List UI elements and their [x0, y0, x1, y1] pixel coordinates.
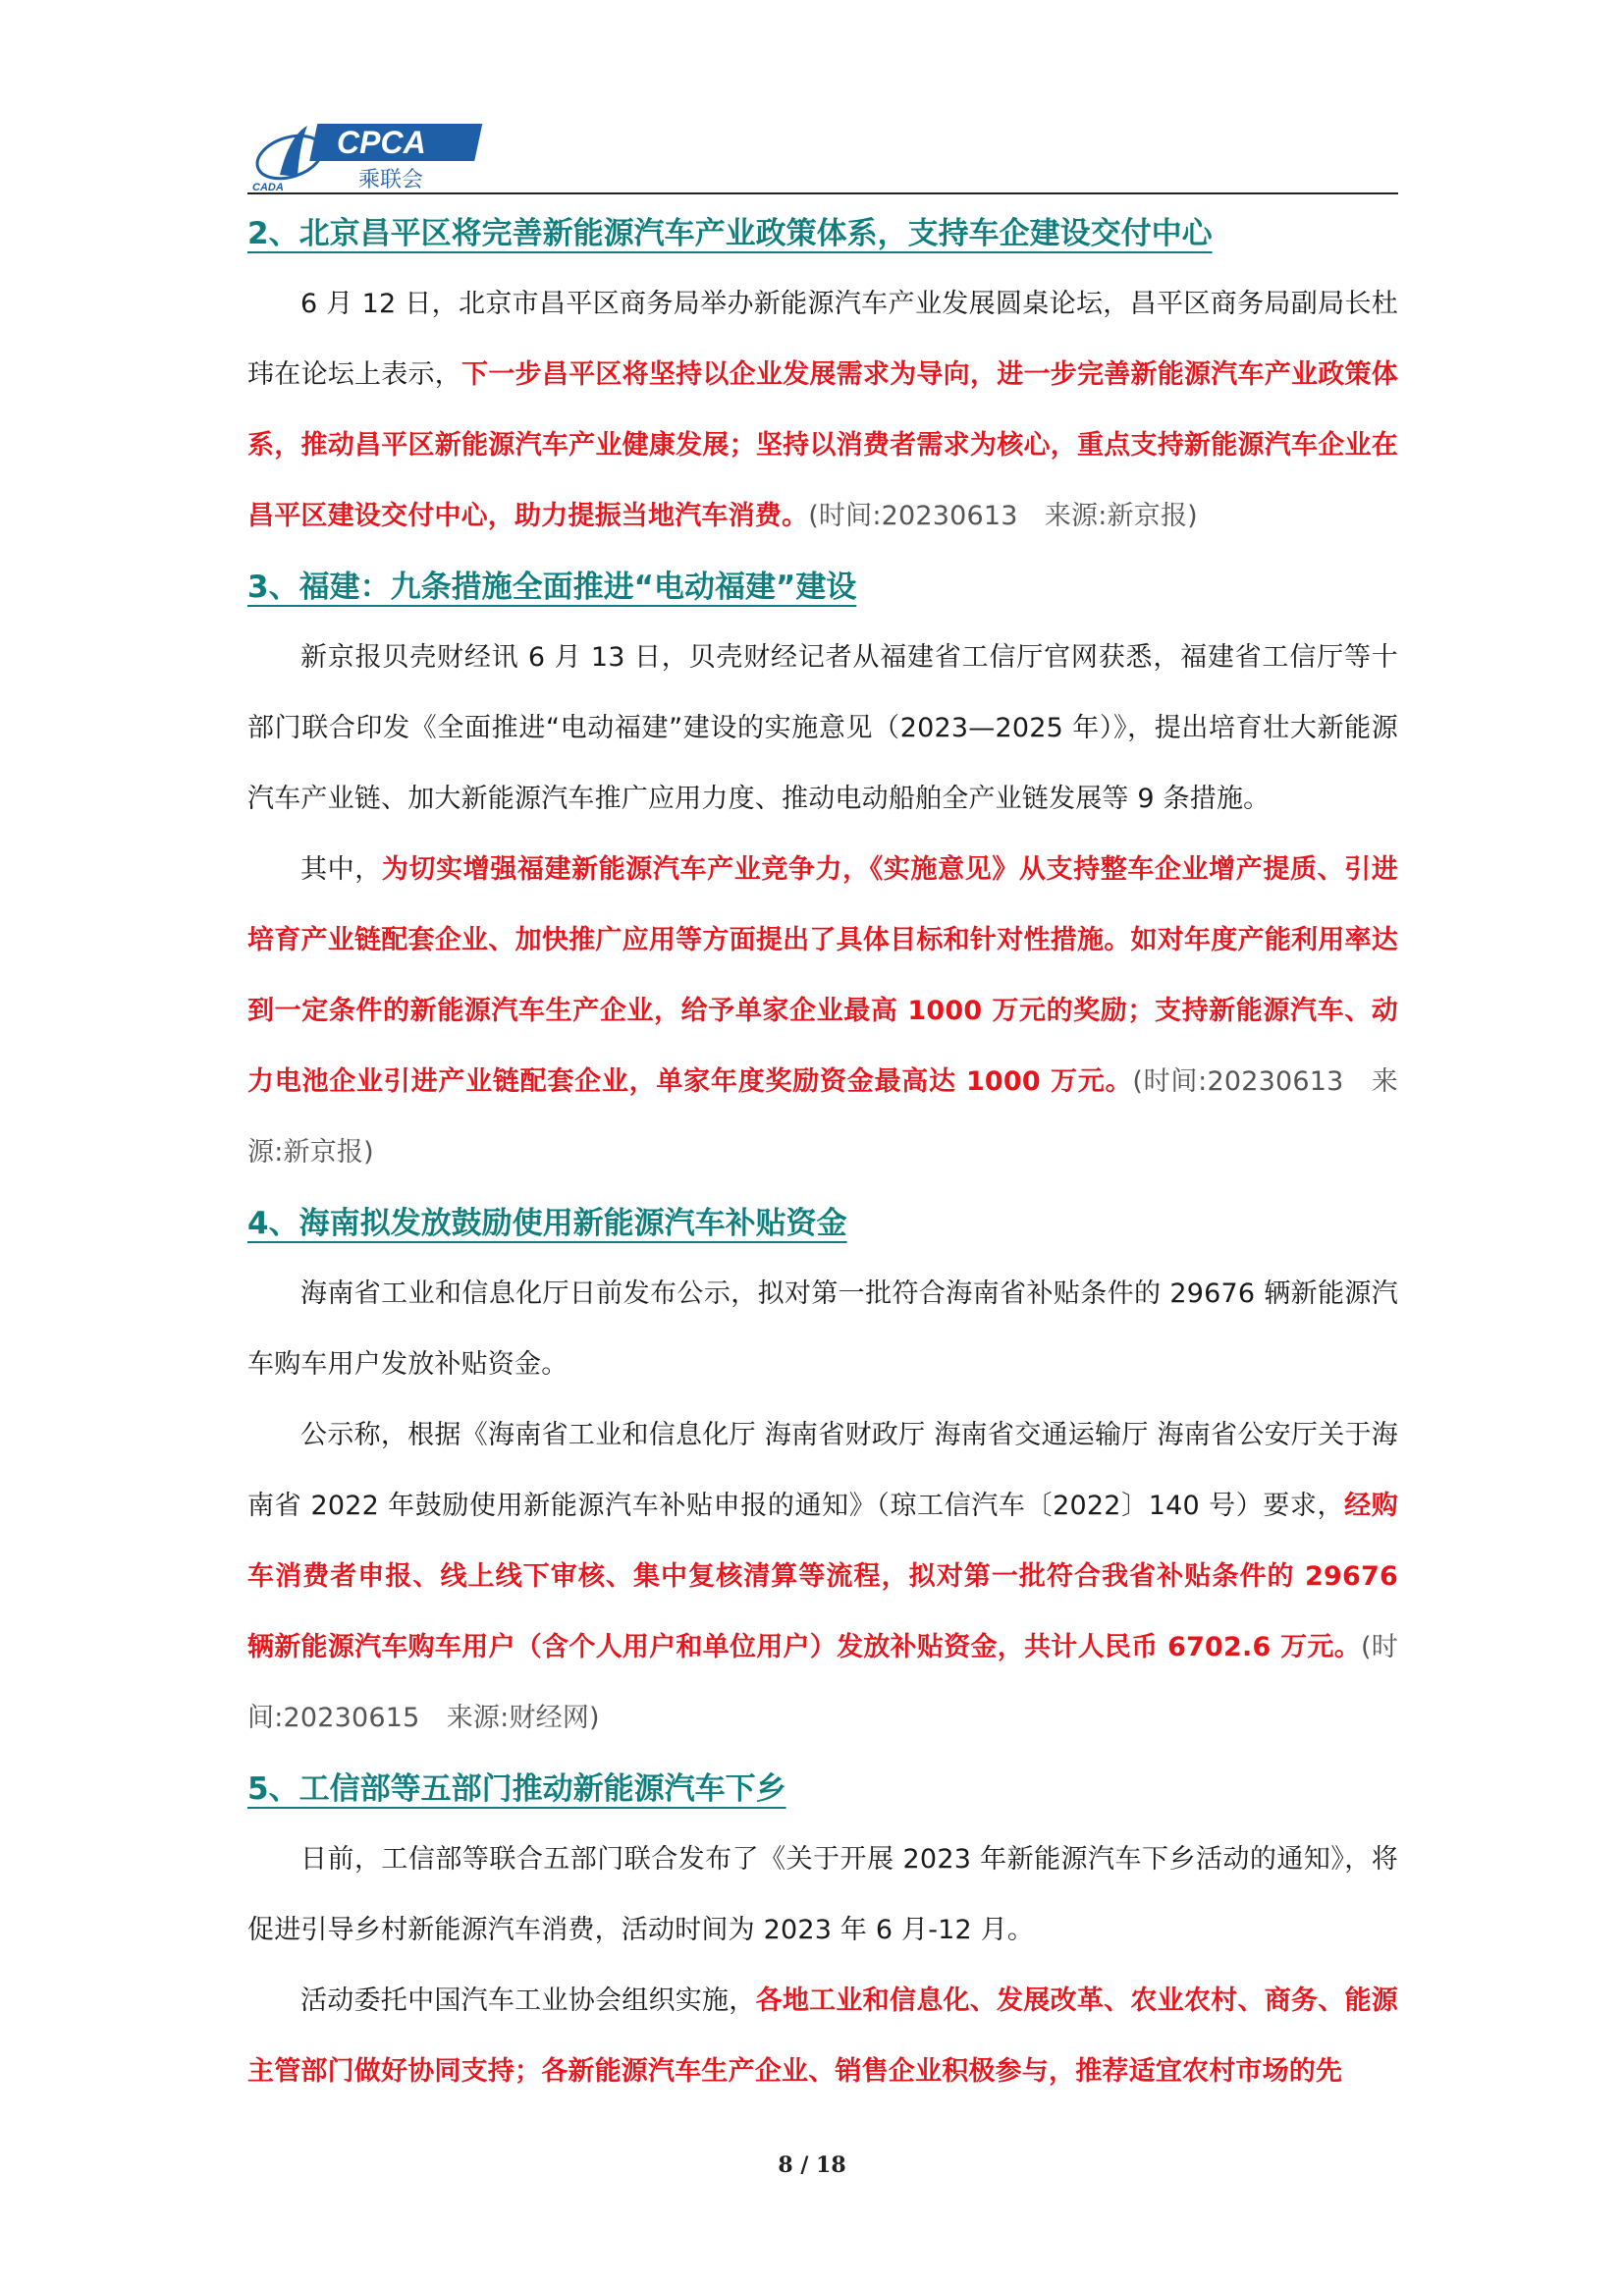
page-number: 8 / 18: [778, 2152, 846, 2178]
paragraph: 日前，工信部等联合五部门联合发布了《关于开展 2023 年新能源汽车下乡活动的通知》，将促进引导乡村新能源汽车消费，活动时间为 2023 年 6 月-12 月。: [247, 1844, 1398, 1945]
header-divider: [247, 192, 1398, 194]
paragraph: 其中，为切实增强福建新能源汽车产业竞争力，《实施意见》从支持整车企业增产提质、引进培育产业链配套企业、加快推广应用等方面提出了具体目标和针对性措施。如对年度产能利用率达到一定条件的新能源汽车生产企业，给予单家企业最高 1000 万元的奖励；支持新能源汽车、动力电池企业引进产业链配套企业，单家年度奖励资金最高达 1000 万元。(时间:20230613 来源:新京报): [247, 854, 1399, 1168]
cpca-logo: [250, 116, 486, 194]
paragraph: 公示称，根据《海南省工业和信息化厅 海南省财政厅 海南省交通运输厅 海南省公安厅关于海南省 2022 年鼓励使用新能源汽车补贴申报的通知》（琼工信汽车〔2022〕140 号）要求，经购车消费者申报、线上线下审核、集中复核清算等流程，拟对第一批符合我省补贴条件的 29676 辆新能源汽车购车用户（含个人用户和单位用户）发放补贴资金，共计人民币 6702.6 万元。(时间:20230615 来源:财经网): [247, 1420, 1398, 1733]
paragraph: 海南省工业和信息化厅日前发布公示，拟对第一批符合海南省补贴条件的 29676 辆新能源汽车购车用户发放补贴资金。: [247, 1279, 1398, 1380]
section-title: 4、海南拟发放鼓励使用新能源汽车补贴资金: [247, 1206, 847, 1241]
paragraph: 6 月 12 日，北京市昌平区商务局举办新能源汽车产业发展圆桌论坛，昌平区商务局副局长杜玮在论坛上表示，下一步昌平区将坚持以企业发展需求为导向，进一步完善新能源汽车产业政策体系，推动昌平区新能源汽车产业健康发展；坚持以消费者需求为核心，重点支持新能源汽车企业在昌平区建设交付中心，助力提振当地汽车消费。(时间:20230613 来源:新京报): [247, 289, 1398, 531]
document-body: [247, 198, 1398, 2107]
logo-text: CPCA: [337, 125, 426, 160]
section-title: 3、福建：九条措施全面推进“电动福建”建设: [247, 570, 857, 605]
section-title: 2、北京昌平区将完善新能源汽车产业政策体系，支持车企建设交付中心: [247, 216, 1213, 251]
logo-cn: 乘联会: [358, 168, 424, 192]
logo-sub: CADA: [252, 182, 284, 193]
section-title: 5、工信部等五部门推动新能源汽车下乡: [247, 1771, 786, 1807]
paragraph: 新京报贝壳财经讯 6 月 13 日，贝壳财经记者从福建省工信厅官网获悉，福建省工信厅等十部门联合印发《全面推进“电动福建”建设的实施意见（2023—2025 年）》，提出培育壮大新能源汽车产业链、加大新能源汽车推广应用力度、推动电动船舶全产业链发展等 9 条措施。: [247, 642, 1398, 814]
paragraph: 活动委托中国汽车工业协会组织实施，各地工业和信息化、发展改革、农业农村、商务、能源主管部门做好协同支持；各新能源汽车生产企业、销售企业积极参与，推荐适宜农村市场的先: [247, 1986, 1398, 2087]
